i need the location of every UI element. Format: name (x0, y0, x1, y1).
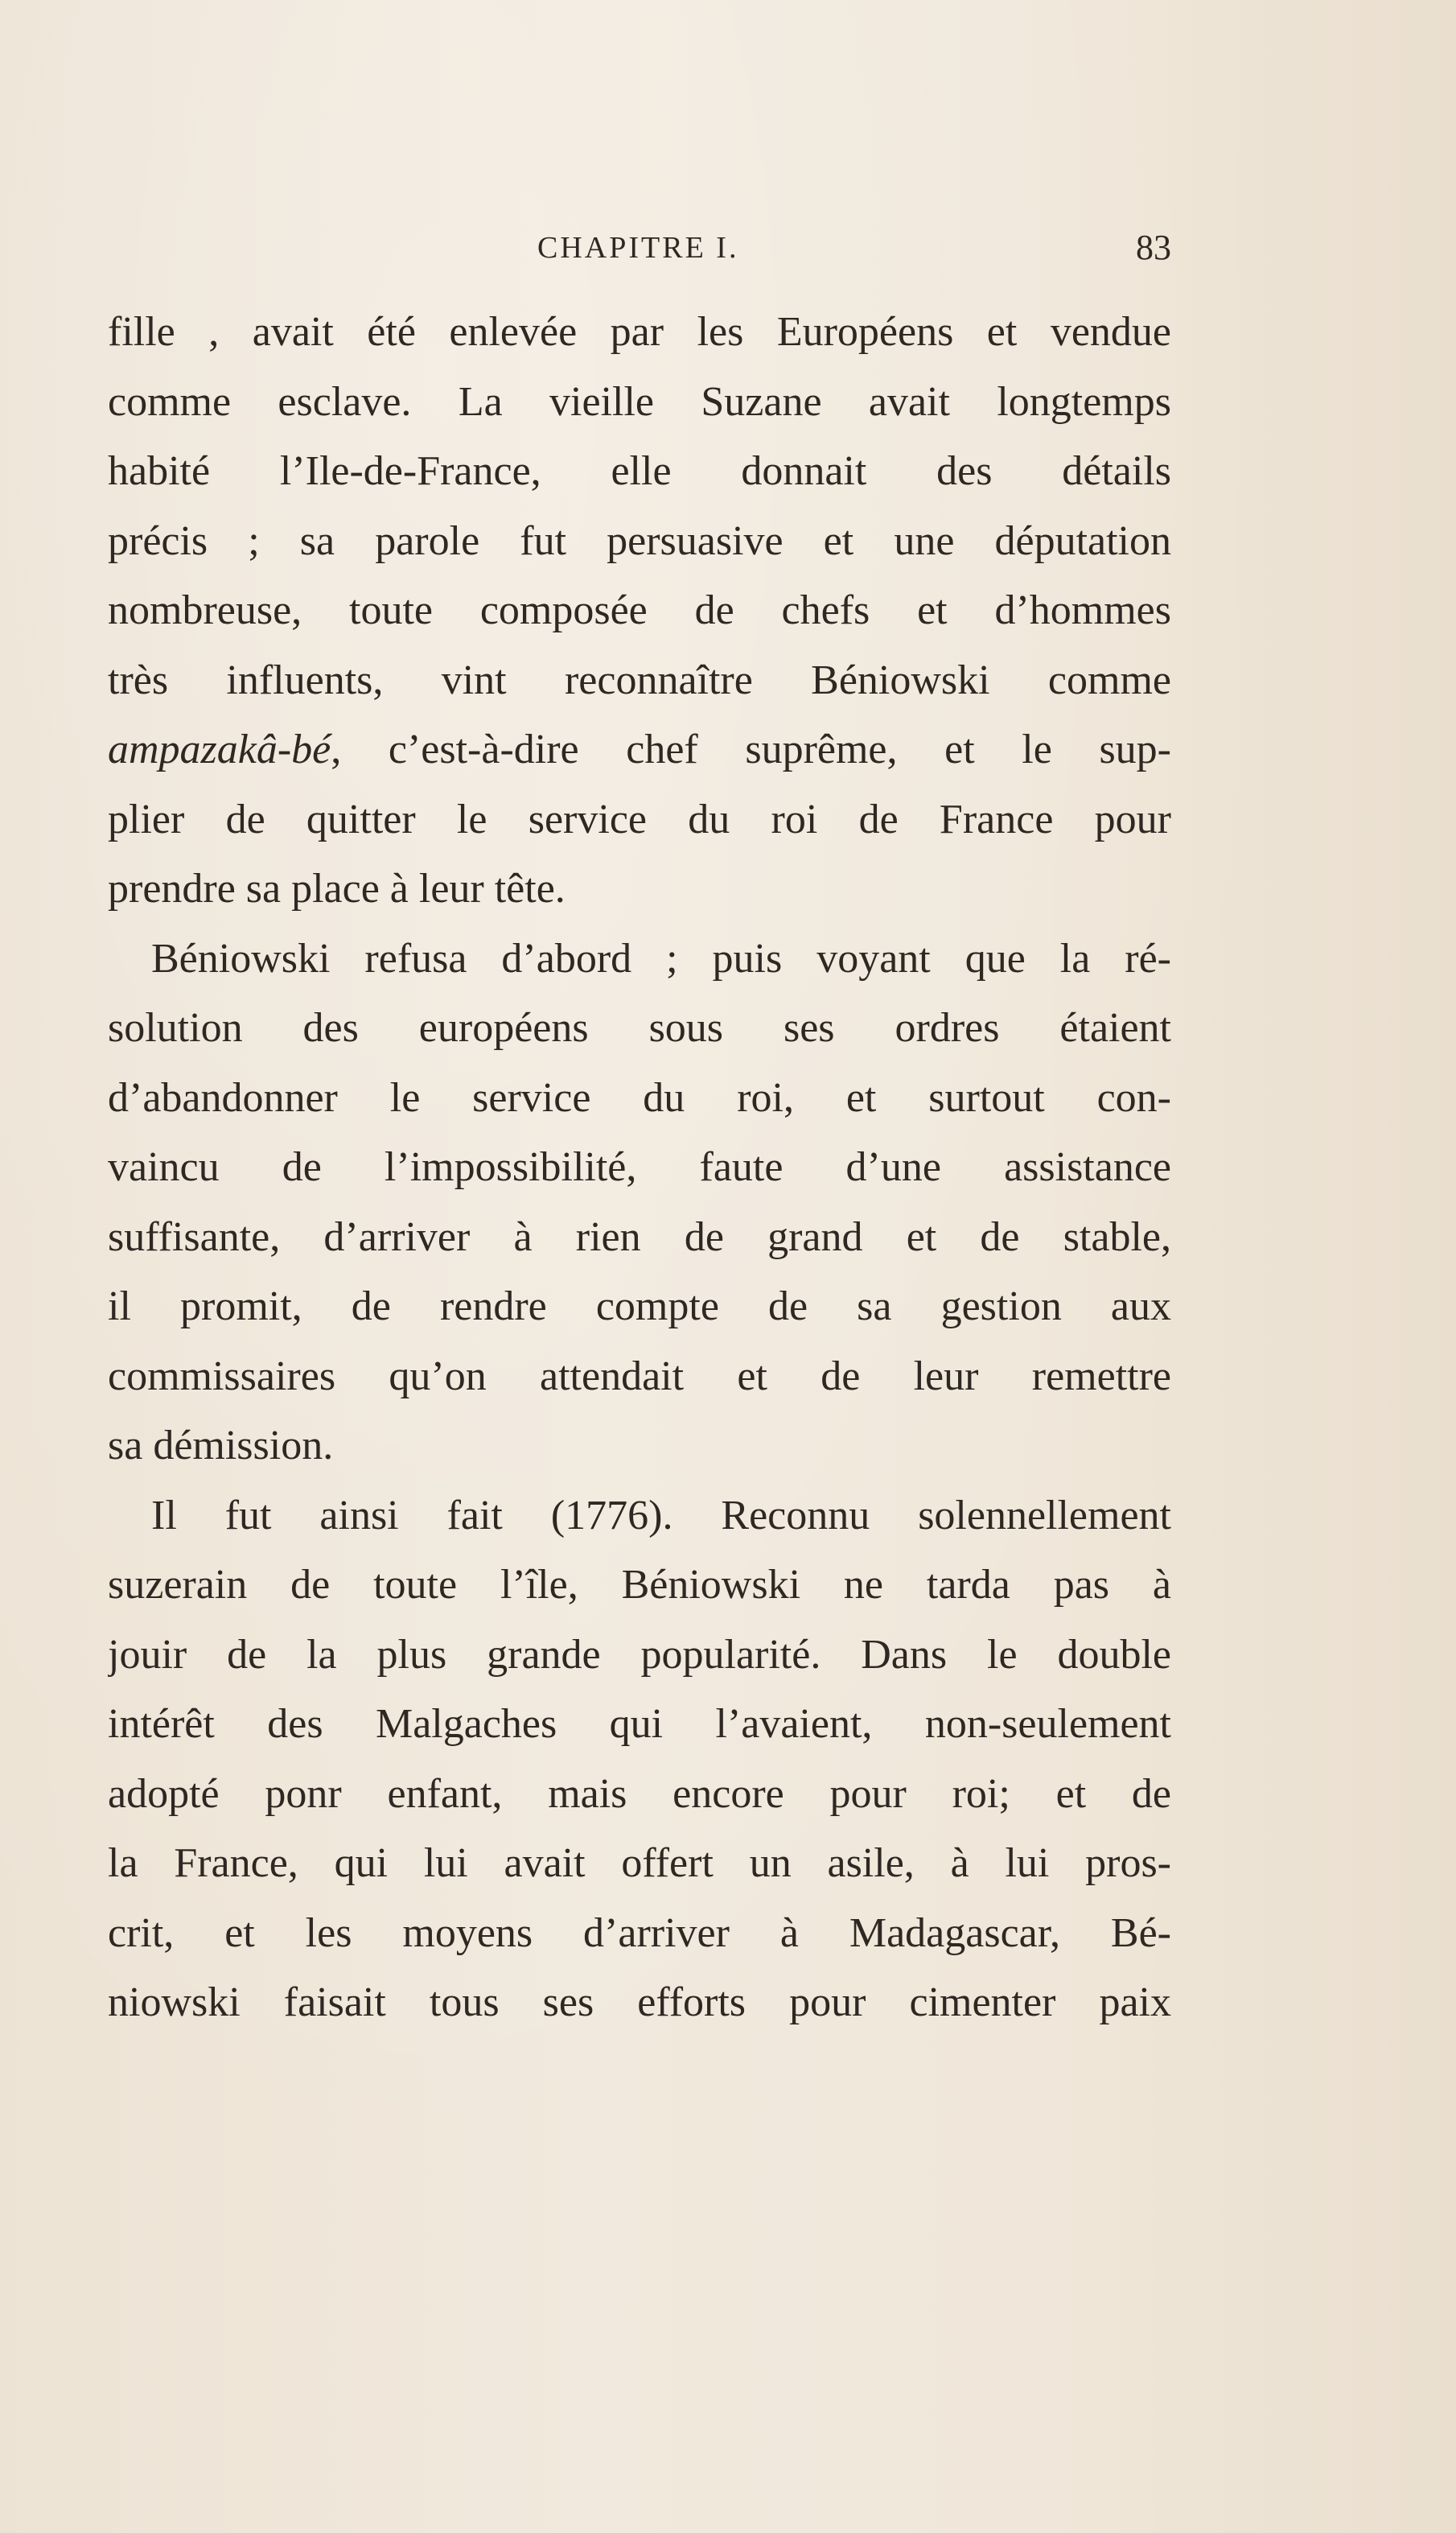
text-line: sa démission. (108, 1423, 334, 1468)
text-line: précis ; sa parole fut persuasive et une députation (108, 517, 1171, 564)
running-header (108, 222, 1171, 270)
text-line: suffisante, d’arriver à rien de grand et de stable, (108, 1213, 1171, 1260)
text-line: solution des européens sous ses ordres étaient (108, 1005, 1171, 1051)
chapter-title: CHAPITRE I. (537, 231, 739, 265)
text-line: adopté ponr enfant, mais encore pour roi; et de (108, 1770, 1171, 1817)
text-line: commissaires qu’on attendait et de leur remettre (108, 1353, 1171, 1399)
text-line: Béniowski refusa d’abord ; puis voyant que la ré- (151, 935, 1171, 982)
text-line: crit, et les moyens d’arriver à Madagascar, Bé- (108, 1909, 1171, 1956)
text-line: intérêt des Malgaches qui l’avaient, non-seulement (108, 1701, 1171, 1747)
text-line: prendre sa place à leur tête. (108, 866, 566, 912)
text-line: il promit, de rendre compte de sa gestion aux (108, 1283, 1171, 1329)
text-line: vaincu de l’impossibilité, faute d’une assistance (108, 1144, 1171, 1190)
text-line: ampazakâ-bé, c’est-à-dire chef suprême, et le sup- (108, 727, 1171, 772)
text-line: suzerain de toute l’île, Béniowski ne tarda pas à (108, 1562, 1171, 1608)
text-line: habité l’Ile-de-France, elle donnait des détails (108, 448, 1171, 494)
text-line: plier de quitter le service du roi de France pour (108, 796, 1171, 842)
text-line: très influents, vint reconnaître Béniowski comme (108, 657, 1171, 703)
text-line: comme esclave. La vieille Suzane avait longtemps (108, 378, 1171, 425)
text-line: jouir de la plus grande popularité. Dans le double (108, 1631, 1171, 1678)
text-line: fille , avait été enlevée par les Européens et vendue (108, 309, 1171, 355)
text-line: la France, qui lui avait offert un asile, à lui pros- (108, 1840, 1171, 1886)
page-number: 83 (1136, 228, 1171, 267)
text-line: niowski faisait tous ses efforts pour cimenter paix (108, 1979, 1171, 2025)
text-line: Il fut ainsi fait (1776). Reconnu solennellement (151, 1492, 1171, 1538)
italic-term: ampazakâ-bé (108, 727, 331, 772)
text-line: d’abandonner le service du roi, et surtout con- (108, 1074, 1171, 1121)
body-text (108, 298, 1171, 2038)
text-line: nombreuse, toute composée de chefs et d’hommes (108, 587, 1171, 633)
